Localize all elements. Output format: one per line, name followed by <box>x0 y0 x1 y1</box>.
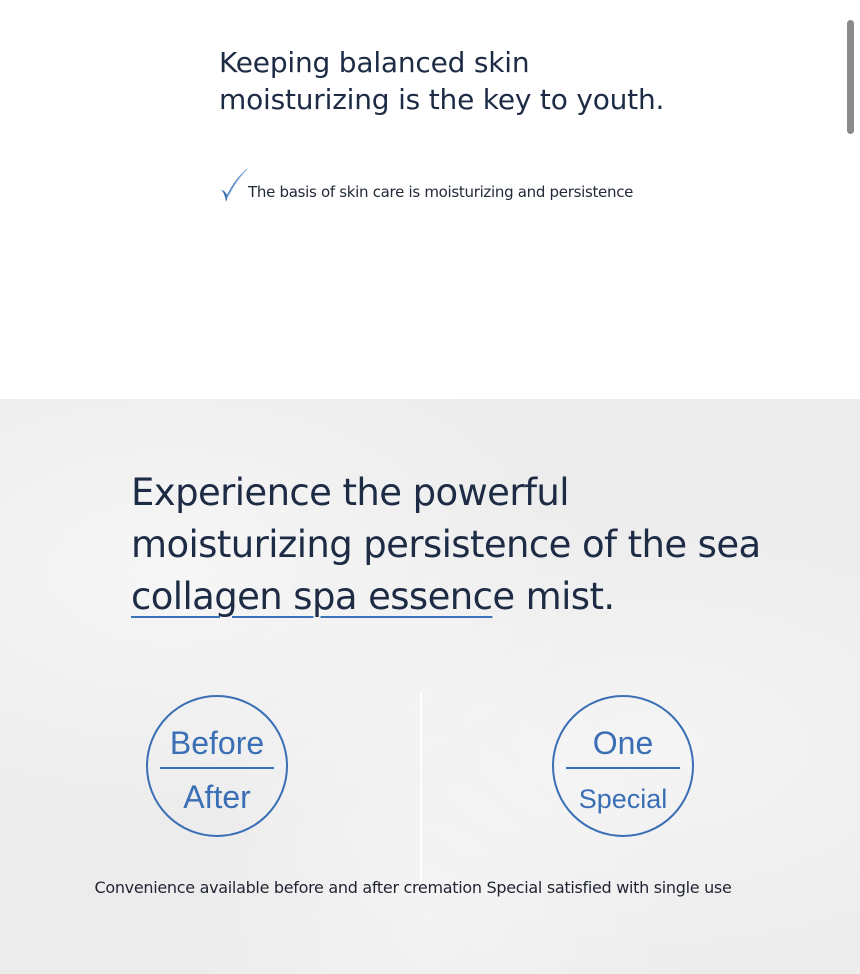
main-heading-line-1: Experience the powerful <box>131 471 569 514</box>
main-heading-highlight: collagen spa essenc <box>131 575 493 618</box>
badges-row <box>0 691 860 881</box>
one-special-badge <box>552 695 694 837</box>
special-label: Special <box>578 784 668 814</box>
before-label: Before <box>169 725 265 761</box>
scrollbar-thumb[interactable] <box>847 20 854 134</box>
check-text: The basis of skin care is moisturizing and persistence <box>248 183 634 201</box>
badges-caption: Convenience available before and after cremation Special satisfied with single use <box>94 878 732 897</box>
check-row <box>218 164 633 206</box>
checkmark-icon <box>218 166 250 206</box>
main-heading <box>131 467 791 623</box>
bottom-section <box>0 399 860 974</box>
before-after-badge <box>146 695 288 837</box>
after-label: After <box>183 779 251 815</box>
one-label: One <box>592 725 654 761</box>
top-heading <box>219 44 739 118</box>
badge-divider-line <box>566 767 680 769</box>
top-heading-line-1: Keeping balanced skin <box>219 46 530 79</box>
top-section <box>0 0 860 399</box>
main-heading-line-3-rest: e mist. <box>492 575 615 618</box>
main-heading-line-2: moisturizing persistence of the sea <box>131 523 761 566</box>
top-heading-line-2: moisturizing is the key to youth. <box>219 83 665 116</box>
vertical-divider <box>420 691 422 881</box>
badge-divider-line <box>160 767 274 769</box>
